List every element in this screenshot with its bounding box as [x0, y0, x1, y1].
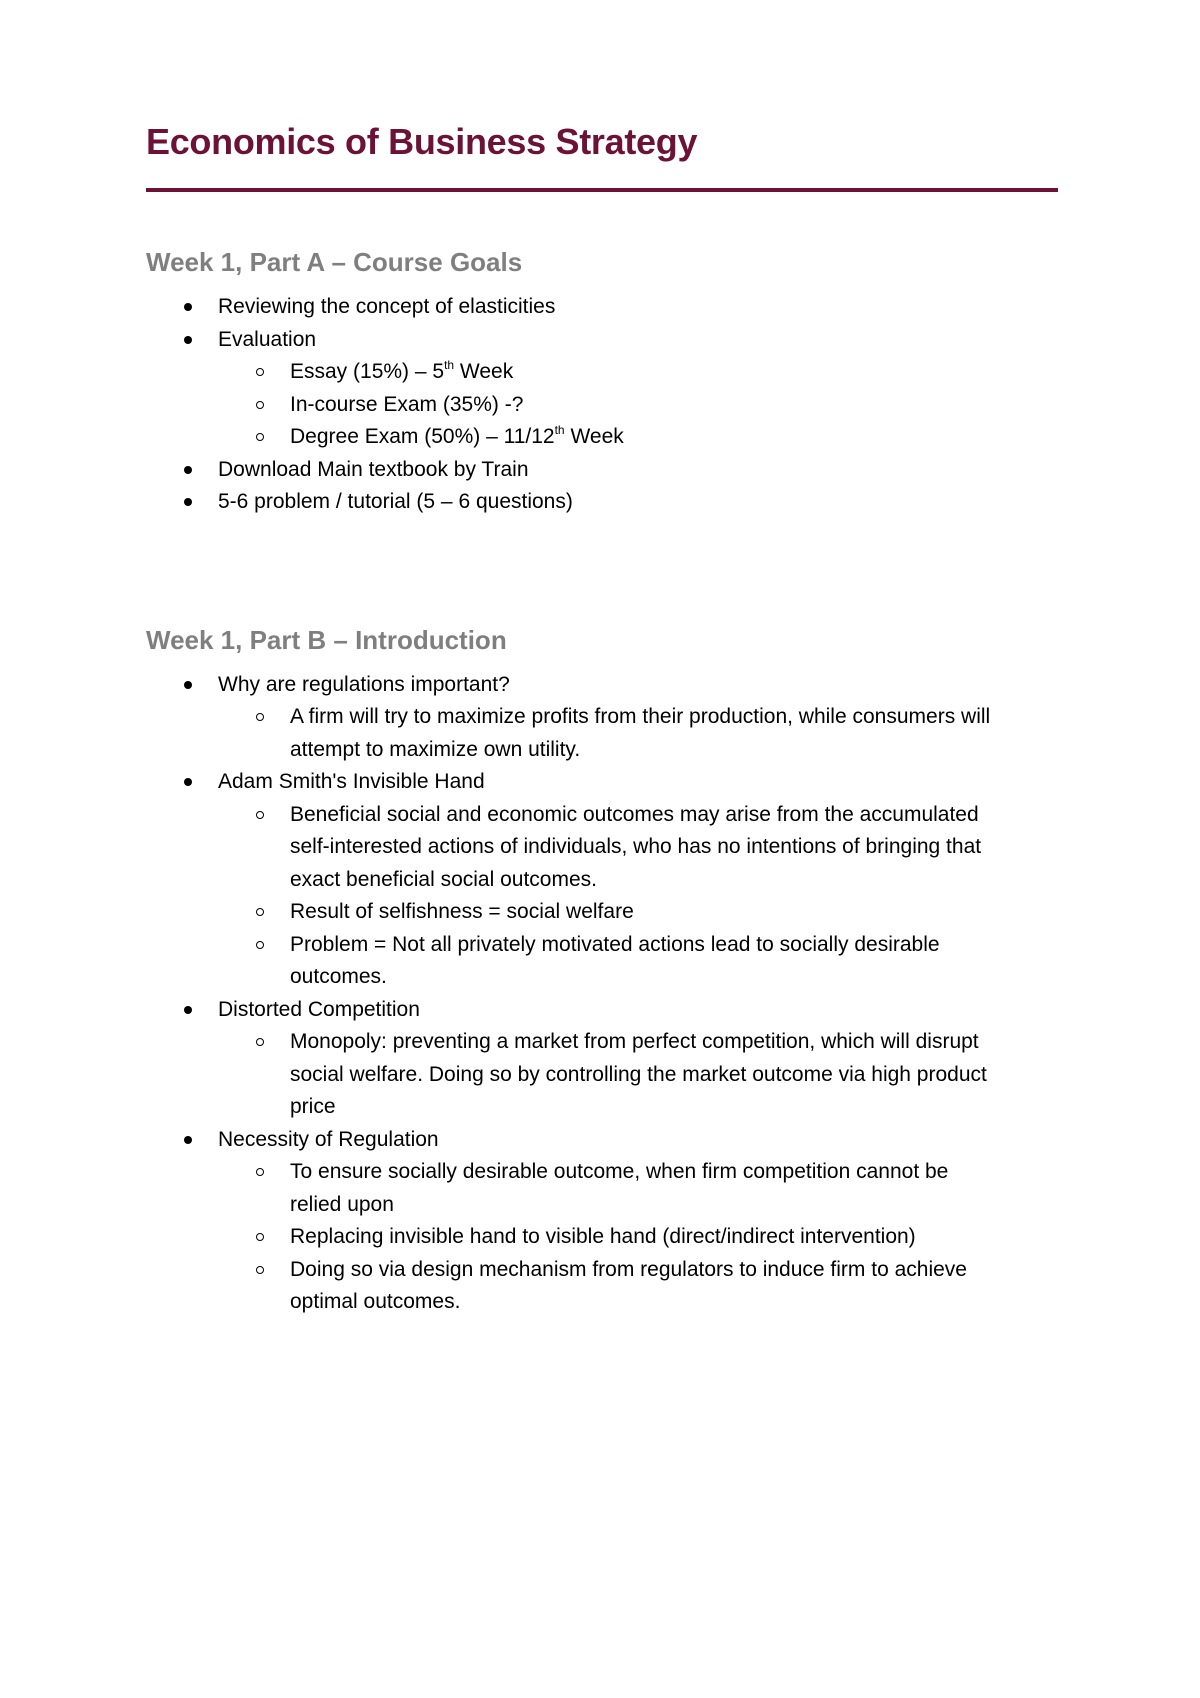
degree-week-label: Week [564, 425, 624, 448]
sub-list-item [218, 1221, 1002, 1254]
degree-exam-text [290, 425, 624, 448]
hollow-bullet-icon [256, 1266, 264, 1274]
ordinal-suffix: th [444, 358, 455, 372]
sub-list-item [218, 421, 1002, 454]
bullet-icon [184, 303, 192, 311]
sub-list-item-text: A firm will try to maximize profits from their production, while consumers will attempt to maximize own utility. [290, 705, 991, 761]
list-item [146, 324, 1058, 454]
ordinal-suffix: th [554, 423, 565, 437]
essay-week-label: Week [454, 360, 514, 383]
list-item-text: Necessity of Regulation [218, 1127, 439, 1151]
hollow-bullet-icon [256, 908, 264, 916]
bullet-icon [184, 336, 192, 344]
sublist [146, 1026, 1058, 1124]
list-item-text: 5-6 problem / tutorial (5 – 6 questions) [218, 490, 573, 513]
list-item [146, 291, 1058, 324]
section-heading-part-b: Week 1, Part B – Introduction [146, 624, 507, 655]
in-course-exam-text: In-course Exam (35%) -? [290, 392, 524, 416]
course-goals-list [146, 291, 1058, 519]
essay-text [290, 360, 513, 383]
sub-list-item [218, 389, 1002, 422]
essay-weight: Essay (15%) – 5 [290, 360, 445, 383]
hollow-bullet-icon [256, 368, 264, 376]
hollow-bullet-icon [256, 811, 264, 819]
sub-list-item-text: Replacing invisible hand to visible hand (direct/indirect intervention) [290, 1225, 916, 1248]
list-item-text: Reviewing the concept of elasticities [218, 295, 556, 318]
sub-list-item-text: Doing so via design mechanism from regulators to induce firm to achieve optimal outcomes. [290, 1257, 967, 1313]
document-title: Economics of Business Strategy [146, 121, 698, 162]
list-item-text: Why are regulations important? [218, 672, 510, 696]
list-item [146, 486, 1058, 519]
sub-list-item [218, 1156, 1002, 1221]
bullet-icon [184, 466, 192, 474]
sublist [146, 799, 1058, 994]
sublist [146, 1156, 1058, 1319]
sub-list-item [218, 1254, 1002, 1319]
sub-list-item-text: Result of selfishness = social welfare [290, 900, 634, 923]
degree-weight: Degree Exam (50%) – 11/12 [290, 425, 555, 448]
list-item [146, 669, 1058, 767]
bullet-icon [184, 498, 192, 506]
hollow-bullet-icon [256, 713, 264, 721]
bullet-icon [184, 1006, 192, 1014]
list-item [146, 454, 1058, 487]
bullet-icon [184, 778, 192, 786]
evaluation-sublist [146, 356, 1058, 454]
sub-list-item [218, 356, 1002, 389]
list-item [146, 1124, 1058, 1319]
bullet-icon [184, 1136, 192, 1144]
sub-list-item [218, 1026, 1002, 1124]
sub-list-item [218, 896, 1002, 929]
list-item-text: Distorted Competition [218, 997, 420, 1021]
list-item-text: Evaluation [218, 327, 317, 351]
sub-list-item [218, 799, 1002, 897]
sublist [146, 701, 1058, 766]
hollow-bullet-icon [256, 401, 264, 409]
sub-list-item [218, 701, 1002, 766]
bullet-icon [184, 681, 192, 689]
sub-list-item-text: Monopoly: preventing a market from perfect competition, which will disrupt social welfare. Doing so by controlling the market outcome via high product price [290, 1030, 987, 1118]
hollow-bullet-icon [256, 433, 264, 441]
hollow-bullet-icon [256, 941, 264, 949]
sub-list-item-text: To ensure socially desirable outcome, when firm competition cannot be relied upon [290, 1160, 949, 1216]
sub-list-item-text: Beneficial social and economic outcomes may arise from the accumulated self-interested actions of individuals, who has no intentions of bringing that exact beneficial social outcomes. [290, 802, 982, 891]
sub-list-item-text: Problem = Not all privately motivated actions lead to socially desirable outcomes. [290, 932, 940, 988]
introduction-list [146, 669, 1058, 1319]
list-item [146, 994, 1058, 1124]
sub-list-item [218, 929, 1002, 994]
section-heading-part-a: Week 1, Part A – Course Goals [146, 247, 523, 277]
hollow-bullet-icon [256, 1038, 264, 1046]
hollow-bullet-icon [256, 1168, 264, 1176]
title-underline [146, 188, 1058, 192]
list-item-text: Download Main textbook by Train [218, 457, 529, 481]
hollow-bullet-icon [256, 1233, 264, 1241]
list-item-text: Adam Smith's Invisible Hand [218, 770, 485, 793]
list-item [146, 766, 1058, 994]
